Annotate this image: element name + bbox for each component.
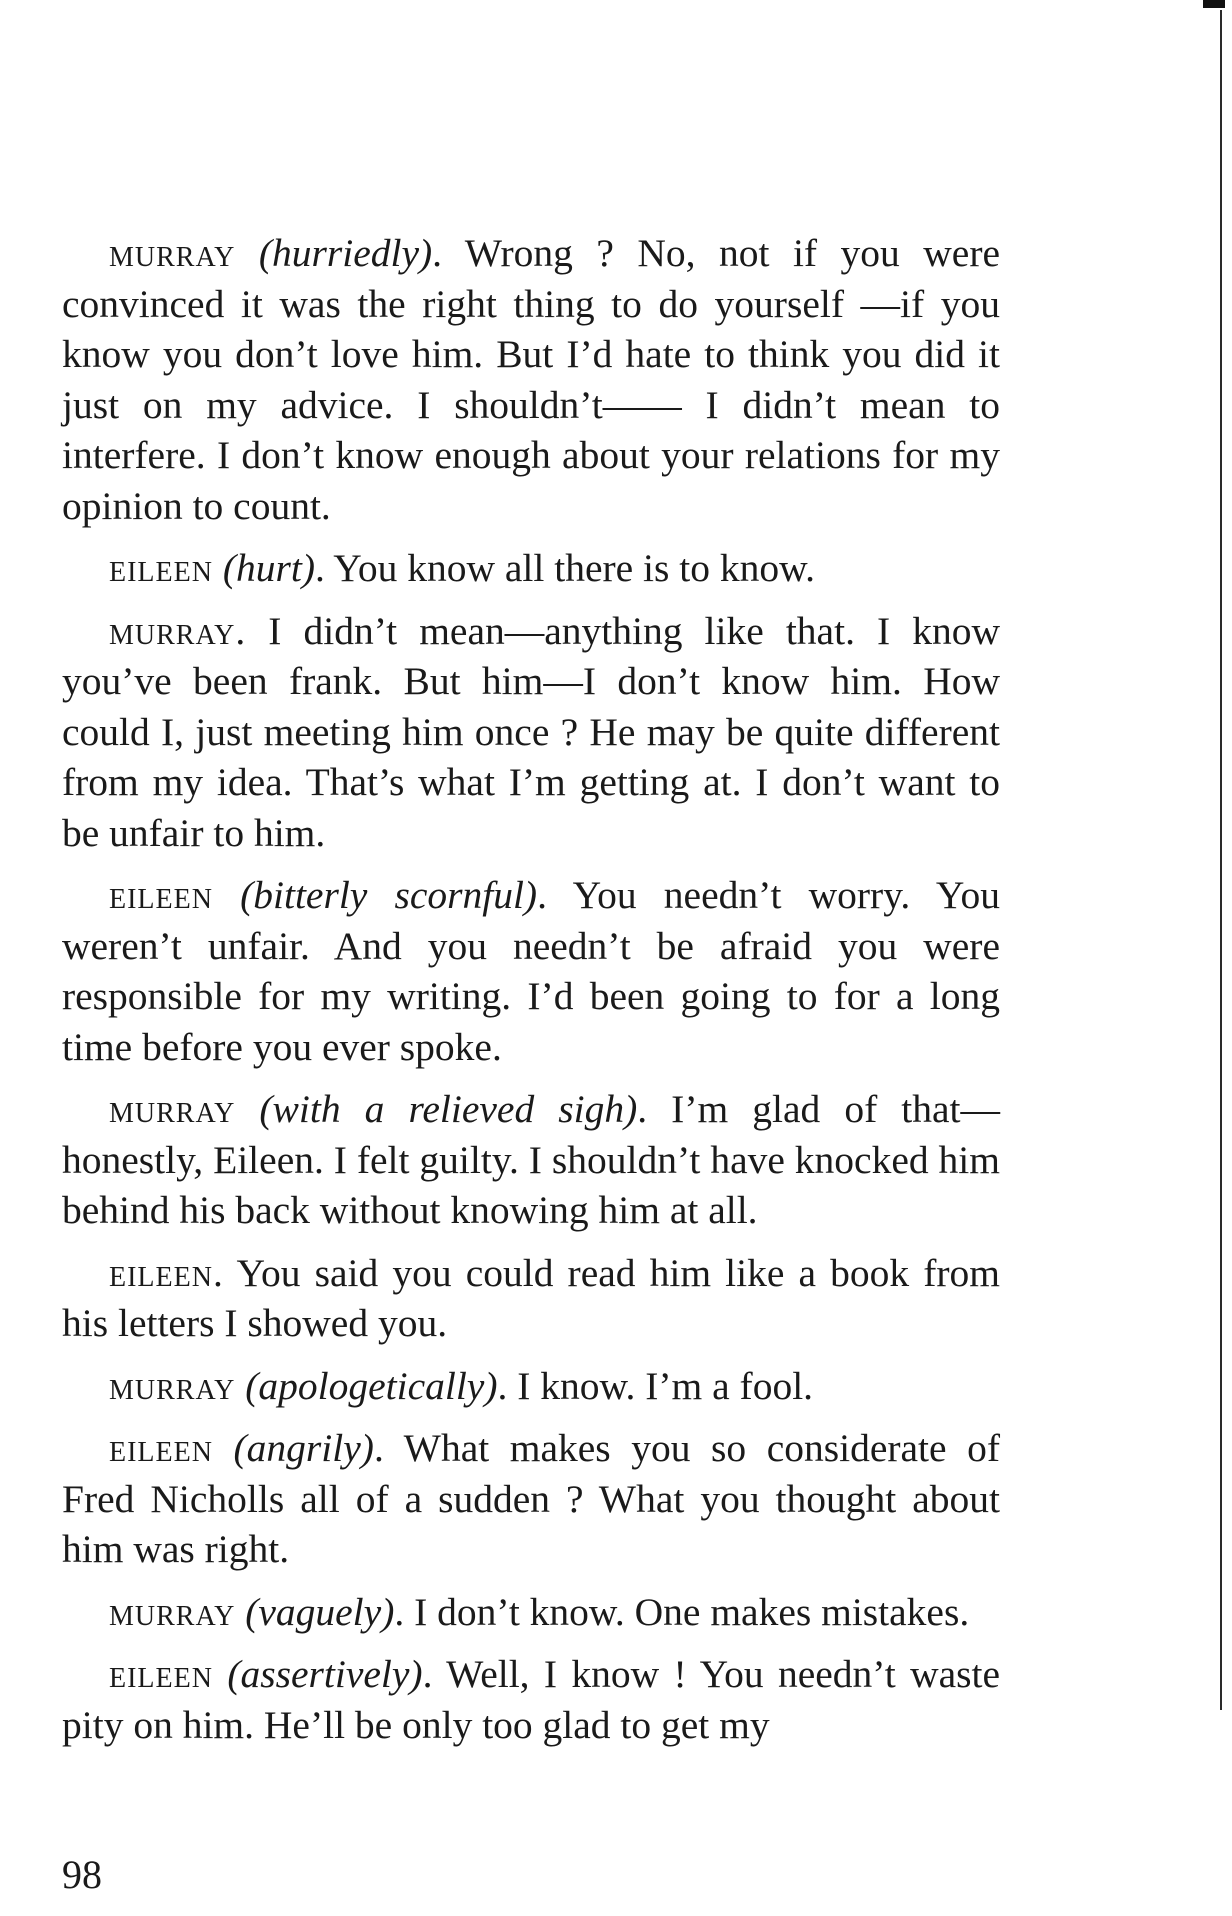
direction-punct: . — [422, 1652, 433, 1696]
speaker-name: eileen — [109, 546, 213, 590]
speaker-name: eileen. — [109, 1250, 224, 1295]
speaker-name: murray — [109, 1087, 236, 1131]
direction-punct: . — [315, 546, 325, 590]
speech-text: I’m glad of that— honestly, Eileen. I felt guilty. I shouldn’t have knocked him behind his back without knowing him at all. — [62, 1087, 1001, 1232]
speech-text: You needn’t worry. You weren’t unfair. And you needn’t be afraid you were responsible for my writing. I’d been going to for a long time before you ever spoke. — [62, 873, 1000, 1069]
page-text — [62, 228, 1000, 1762]
stage-direction: (assertively) — [227, 1652, 423, 1696]
speech-text: Wrong ? No, not if you were convinced it was the right thing to do yourself —if you know you don’t love him. But I’d hate to think you did it just on my advice. I shouldn’t—— I didn’t mean to interfere. I don’t know enough about your relations for my opinion to count. — [62, 231, 1001, 528]
speech-5 — [62, 1084, 1000, 1236]
stage-direction: (vaguely) — [245, 1589, 395, 1634]
stage-direction: (bitterly scornful) — [240, 873, 538, 917]
speech-text: I didn’t mean—anything like that. I know you’ve been frank. But him—I don’t know him. How could I, just meeting him once ? He may be quite different from my idea. That’s what I’m getting at. I don’t want to be unfair to him. — [62, 608, 1000, 855]
speaker-name: eileen — [109, 1652, 213, 1696]
stage-direction: (apologetically) — [245, 1363, 498, 1408]
speaker-name: murray. — [109, 608, 247, 653]
direction-punct: . — [497, 1363, 508, 1408]
speech-text: I know. I’m a fool. — [507, 1363, 814, 1408]
stage-direction: (with a relieved sigh) — [259, 1087, 638, 1131]
speech-4 — [62, 870, 1000, 1072]
page-number: 98 — [62, 1852, 102, 1897]
page-edge-mark — [1203, 0, 1225, 8]
speaker-name: eileen — [109, 1426, 213, 1470]
speech-7 — [62, 1361, 1000, 1412]
speaker-name: murray — [109, 1589, 236, 1634]
stage-direction: (hurriedly) — [258, 231, 433, 275]
speech-2 — [62, 543, 1000, 594]
stage-direction: (angrily) — [233, 1426, 374, 1470]
speech-8 — [62, 1423, 1000, 1575]
stage-direction: (hurt) — [222, 546, 315, 590]
speech-3 — [62, 606, 1000, 859]
speech-6 — [62, 1248, 1000, 1349]
page-edge-line — [1220, 10, 1222, 1710]
speech-text: I don’t know. One makes mistakes. — [404, 1589, 970, 1634]
speech-10 — [62, 1649, 1000, 1750]
direction-punct: . — [537, 873, 547, 917]
speech-text: What makes you so considerate of Fred Nicholls all of a sudden ? What you thought about him was right. — [62, 1426, 1000, 1571]
speaker-name: eileen — [109, 873, 213, 917]
speech-text: Well, I know ! You needn’t waste pity on him. He’ll be only too glad to get my — [62, 1652, 1000, 1747]
speech-9 — [62, 1587, 1000, 1638]
speech-1 — [62, 228, 1000, 531]
direction-punct: . — [394, 1589, 405, 1634]
direction-punct: . — [373, 1426, 384, 1470]
speech-text: You know all there is to know. — [324, 546, 815, 590]
direction-punct: . — [432, 231, 443, 275]
speech-text: You said you could read him like a book from his letters I showed you. — [62, 1250, 1000, 1345]
speaker-name: murray — [109, 231, 236, 275]
speaker-name: murray — [109, 1363, 236, 1408]
direction-punct: . — [637, 1087, 648, 1131]
